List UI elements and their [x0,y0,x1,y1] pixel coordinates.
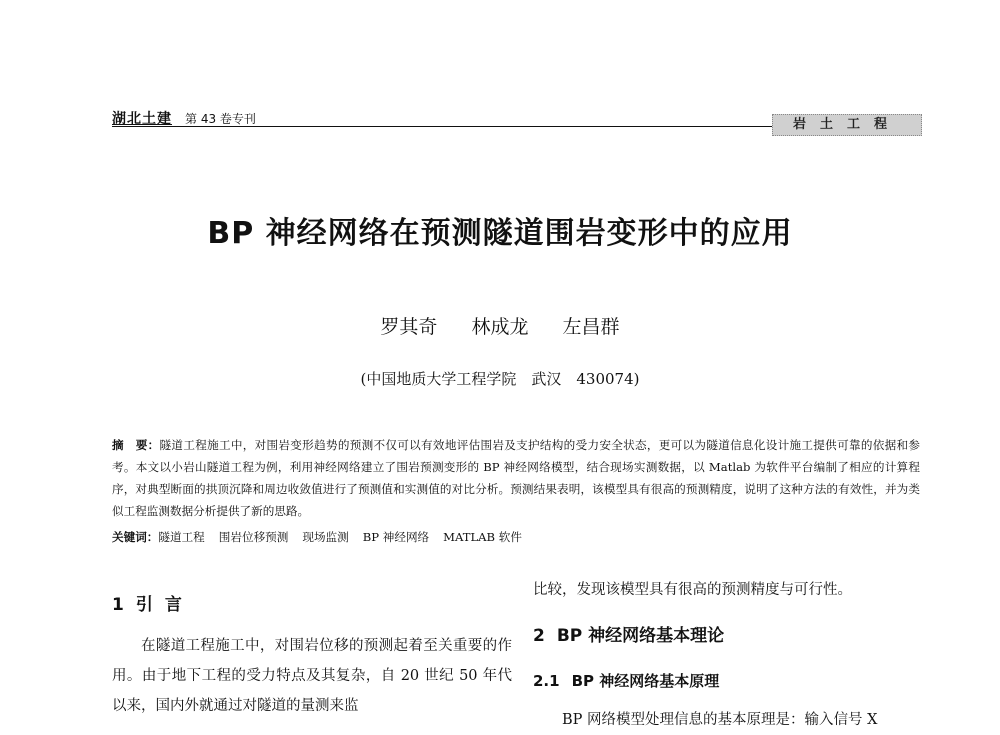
journal-name: 湖北土建 [112,111,172,127]
author-name: 罗其奇 [380,316,438,338]
keywords-label: 关键词： [112,530,159,544]
paper-title: BP 神经网络在预测隧道围岩变形中的应用 [207,216,793,251]
affiliation: (中国地质大学工程学院 武汉 430074) [360,370,640,388]
author-list [0,312,1000,339]
keyword: 现场监测 [302,530,349,544]
keyword: 隧道工程 [158,530,205,544]
section-2-heading [533,621,933,646]
author-name: 林成龙 [471,316,529,338]
abstract [112,434,920,522]
section-tag: 岩土工程 [772,114,922,136]
keyword: 围岩位移预测 [218,530,289,544]
issue-label: 第 43 卷专刊 [185,112,256,126]
section-title: 引言 [135,595,194,615]
section-1-heading [112,590,512,615]
left-column [112,590,512,721]
section-title: BP 神经网络基本理论 [556,626,725,646]
right-column [533,575,933,735]
author-name: 左昌群 [562,316,620,338]
section-number: 1 [112,595,124,615]
header-rule [112,126,772,127]
keyword: BP 神经网络 [362,530,430,544]
subsection-number: 2.1 [533,672,560,690]
body-paragraph: 比较，发现该模型具有很高的预测精度与可行性。 [533,582,852,598]
keyword: MATLAB 软件 [443,530,522,544]
body-paragraph: 在隧道工程施工中，对围岩位移的预测起着至关重要的作用。由于地下工程的受力特点及其复杂，自 20 世纪 50 年代以来，国内外就通过对隧道的量测来监 [112,638,512,714]
keywords [112,526,920,548]
abstract-text: 隧道工程施工中，对围岩变形趋势的预测不仅可以有效地评估围岩及支护结构的受力安全状态，更可以为隧道信息化设计施工提供可靠的依据和参考。本文以小岩山隧道工程为例，利用神经网络建立了围岩预测变形的 BP 神经网络模型，结合现场实测数据，以 Matlab 为软件平台编制了相应的计算程序，对典型断面的拱顶沉降和周边收敛值进行了预测值和实测值的对比分析。预测结果表明，该模型具有很高的预测精度，说明了这种方法的有效性，并为类似工程监测数据分析提供了新的思路。 [112,438,920,518]
abstract-label: 摘 要： [112,438,160,452]
section-2-1-heading [533,670,933,691]
subsection-title: BP 神经网络基本原理 [571,672,720,690]
body-paragraph: BP 网络模型处理信息的基本原理是：输入信号 X [562,712,878,728]
section-number: 2 [533,626,545,646]
